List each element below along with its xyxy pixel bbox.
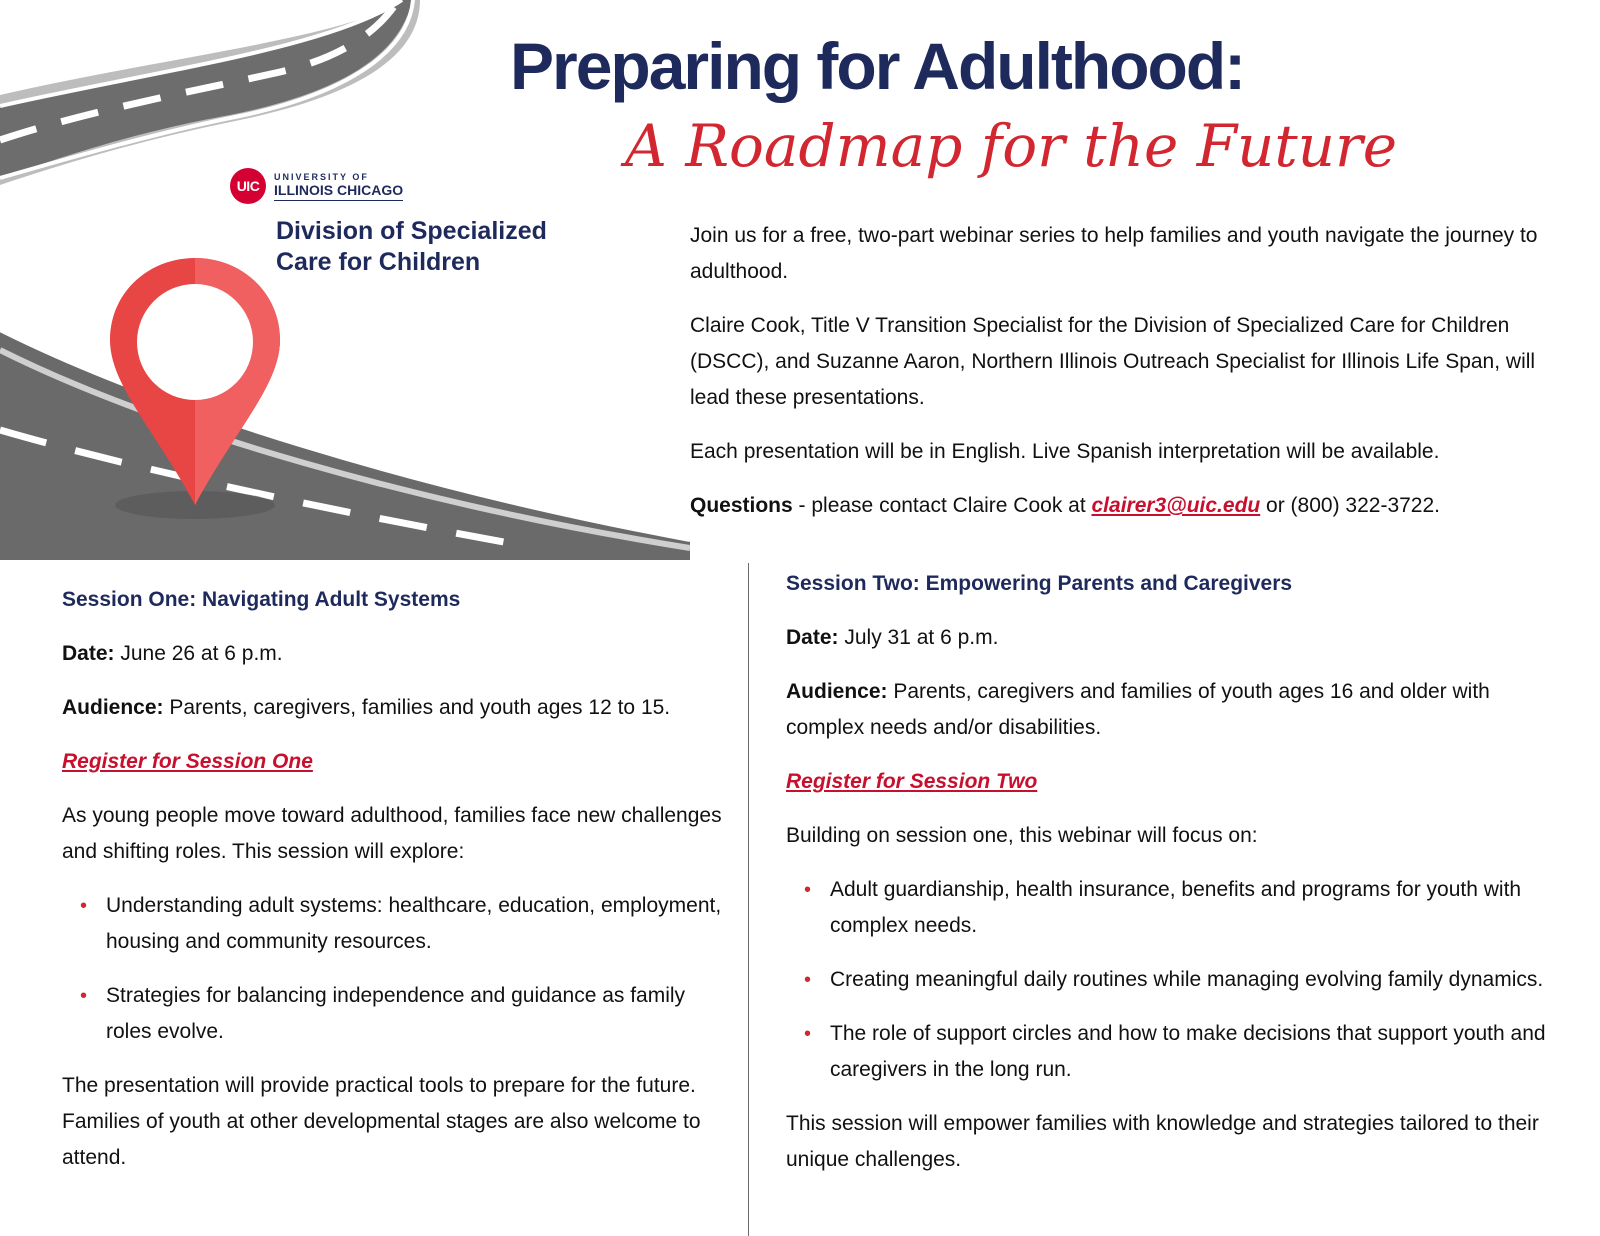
page-title: Preparing for Adulthood: bbox=[510, 29, 1245, 103]
division-name bbox=[276, 216, 547, 278]
register-session-two-link[interactable]: Register for Session Two bbox=[786, 770, 1038, 793]
uic-badge: UIC bbox=[230, 168, 266, 204]
questions-label: Questions bbox=[690, 494, 793, 517]
bullet-dot: • bbox=[804, 879, 812, 901]
intro-paragraph-3: Each presentation will be in English. Live Spanish interpretation will be available. bbox=[690, 440, 1440, 463]
session-one-column bbox=[62, 582, 732, 1194]
audience-value: Parents, caregivers and families of youth ages 16 and older with complex needs and/or disabilities. bbox=[786, 680, 1490, 739]
list-item: • Adult guardianship, health insurance, benefits and programs for youth with complex needs. bbox=[830, 872, 1556, 944]
session-two-date bbox=[786, 620, 1556, 656]
list-item: • The role of support circles and how to make decisions that support youth and caregivers in the long run. bbox=[830, 1016, 1556, 1088]
session-two-heading: Session Two: Empowering Parents and Caregivers bbox=[786, 572, 1293, 595]
questions-paragraph bbox=[690, 488, 1570, 524]
bullet-dot: • bbox=[804, 969, 812, 991]
date-value: July 31 at 6 p.m. bbox=[838, 626, 999, 649]
division-line-1: Division of Specialized bbox=[276, 217, 547, 245]
list-item: • Creating meaningful daily routines while managing evolving family dynamics. bbox=[830, 962, 1556, 998]
session-one-description: As young people move toward adulthood, families face new challenges and shifting roles. This session will explore: bbox=[62, 804, 722, 863]
session-one-bullets bbox=[62, 888, 732, 1050]
email-link[interactable]: clairer3@uic.edu bbox=[1091, 494, 1261, 517]
intro-section bbox=[690, 218, 1570, 542]
bullet-dot: • bbox=[80, 985, 88, 1007]
register-session-one-link[interactable]: Register for Session One bbox=[62, 750, 313, 773]
session-one-closing: The presentation will provide practical tools to prepare for the future. Families of youth at other developmental stages are also welcome to attend. bbox=[62, 1074, 701, 1169]
audience-value: Parents, caregivers, families and youth ages 12 to 15. bbox=[163, 696, 671, 719]
questions-text: - please contact Claire Cook at bbox=[792, 494, 1092, 517]
column-divider bbox=[748, 563, 749, 1236]
session-one-audience bbox=[62, 690, 732, 726]
session-one-heading: Session One: Navigating Adult Systems bbox=[62, 588, 461, 611]
list-item: • Understanding adult systems: healthcare, education, employment, housing and community resources. bbox=[106, 888, 732, 960]
logo-line-1: UNIVERSITY OF bbox=[274, 171, 369, 182]
session-two-column bbox=[786, 566, 1556, 1196]
division-line-2: Care for Children bbox=[276, 248, 481, 276]
date-label: Date: bbox=[62, 642, 115, 665]
intro-paragraph-2: Claire Cook, Title V Transition Specialist for the Division of Specialized Care for Children (DSCC), and Suzanne Aaron, Northern Illinois Outreach Specialist for Illinois Life Span, will lead these presentations. bbox=[690, 314, 1536, 409]
bullet-dot: • bbox=[80, 895, 88, 917]
session-two-bullets bbox=[786, 872, 1556, 1088]
phone-text: or (800) 322-3722. bbox=[1260, 494, 1441, 517]
intro-paragraph-1: Join us for a free, two-part webinar series to help families and youth navigate the journey to adulthood. bbox=[690, 224, 1538, 283]
date-label: Date: bbox=[786, 626, 839, 649]
session-two-description: Building on session one, this webinar will focus on: bbox=[786, 824, 1258, 847]
list-item: • Strategies for balancing independence and guidance as family roles evolve. bbox=[106, 978, 732, 1050]
uic-logo bbox=[230, 168, 403, 204]
session-two-closing: This session will empower families with knowledge and strategies tailored to their unique challenges. bbox=[786, 1112, 1539, 1171]
logo-line-2: ILLINOIS CHICAGO bbox=[274, 182, 403, 201]
audience-label: Audience: bbox=[786, 680, 888, 703]
session-two-audience bbox=[786, 674, 1556, 746]
page-subtitle: A Roadmap for the Future bbox=[625, 112, 1398, 180]
session-one-date bbox=[62, 636, 732, 672]
date-value: June 26 at 6 p.m. bbox=[114, 642, 283, 665]
audience-label: Audience: bbox=[62, 696, 164, 719]
bullet-dot: • bbox=[804, 1023, 812, 1045]
